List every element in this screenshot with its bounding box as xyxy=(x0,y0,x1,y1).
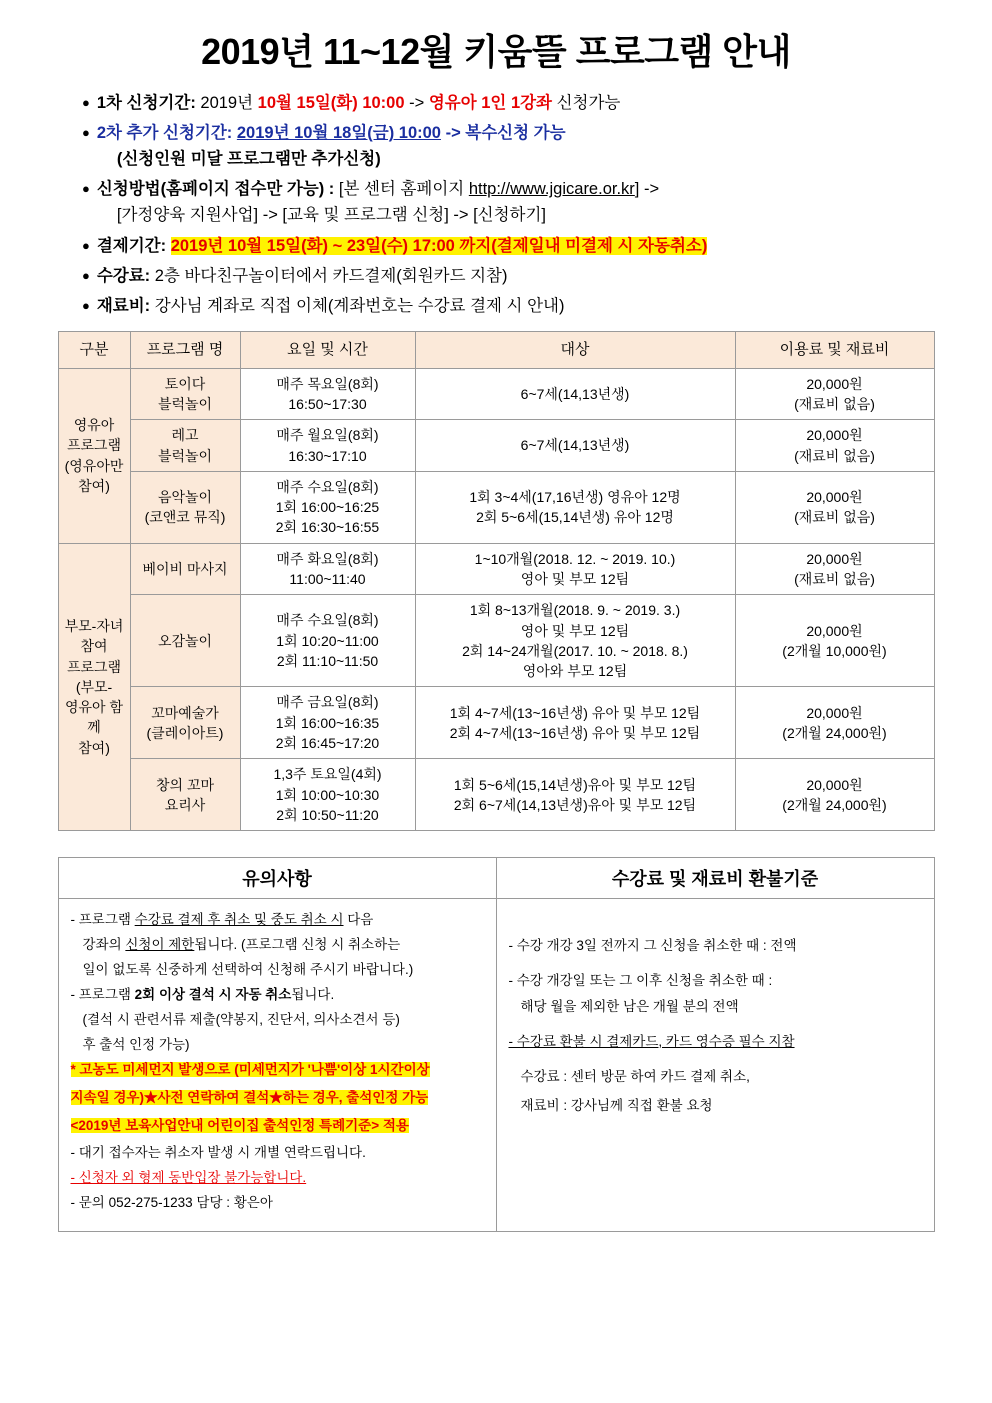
caution-text: - 프로그램 xyxy=(70,986,135,1002)
table-header-row xyxy=(58,331,934,368)
program-name-cell: 레고 블럭놀이 xyxy=(130,420,240,472)
caution-text: 다음 xyxy=(343,912,374,928)
program-table xyxy=(58,331,935,831)
notice-apply-period-2 xyxy=(82,123,952,170)
label-tuition: 수강료: xyxy=(96,266,155,285)
bullet-icon: ● xyxy=(82,181,90,197)
col-header-refund: 수강료 및 재료비 환불기준 xyxy=(496,858,934,899)
col-header-schedule: 요일 및 시간 xyxy=(240,331,415,368)
label-materials-fee: 재료비: xyxy=(96,296,155,315)
notes-body-row xyxy=(58,899,934,1232)
caution-text: 강좌의 xyxy=(82,937,126,953)
col-header-program-name: 프로그램 명 xyxy=(130,331,240,368)
label-payment-period: 결제기간: xyxy=(96,236,171,255)
bullet-icon: ● xyxy=(82,297,90,313)
program-name-cell: 오감놀이 xyxy=(130,595,240,687)
schedule-cell: 1,3주 토요일(4회) 1회 10:00~10:30 2회 10:50~11:20 xyxy=(240,759,415,831)
schedule-cell: 매주 월요일(8회) 16:30~17:10 xyxy=(240,420,415,472)
refund-cell xyxy=(496,899,934,1232)
target-cell: 1~10개월(2018. 12. ~ 2019. 10.) 영아 및 부모 12팀 xyxy=(415,543,735,595)
schedule-cell: 매주 수요일(8회) 1회 16:00~16:25 2회 16:30~16:55 xyxy=(240,471,415,543)
caution-line: (결석 시 관련서류 제출(약봉지, 진단서, 의사소견서 등) xyxy=(82,1011,400,1027)
cautions-cell xyxy=(58,899,496,1232)
caution-line-highlight xyxy=(71,1114,484,1139)
homepage-link[interactable]: http://www.jgicare.or.kr xyxy=(468,180,635,199)
table-row xyxy=(58,420,934,472)
label-apply-method: 신청방법(홈페이지 접수만 가능) : xyxy=(96,180,339,199)
spacer xyxy=(509,909,922,935)
table-row xyxy=(58,471,934,543)
text-materials-fee: 강사님 계좌로 직접 이체(계좌번호는 수강료 결제 시 안내) xyxy=(154,296,565,315)
table-row xyxy=(58,543,934,595)
target-cell: 1회 3~4세(17,16년생) 영유아 12명 2회 5~6세(15,14년생) 유아 12명 xyxy=(415,471,735,543)
notice-tuition xyxy=(82,266,952,287)
schedule-cell: 매주 수요일(8회) 1회 10:20~11:00 2회 11:10~11:50 xyxy=(240,595,415,687)
notice-text xyxy=(97,123,952,170)
caution-highlight-text: 지속일 경우)★사전 연락하여 결석★하는 경우, 출석인정 가능 xyxy=(70,1090,429,1106)
notice-text xyxy=(97,266,952,287)
refund-line: - 수강 개강 3일 전까지 그 신청을 취소한 때 : 전액 xyxy=(508,938,797,954)
notice-apply-period-1 xyxy=(82,93,952,114)
refund-subline: 해당 월을 제외한 남은 개월 분의 전액 xyxy=(520,998,739,1014)
caution-underline-red: - 신청자 외 형제 동반입장 불가능합니다. xyxy=(70,1170,307,1186)
notice-apply-period-2-sub: (신청인원 미달 프로그램만 추가신청) xyxy=(116,150,381,169)
caution-line xyxy=(71,1167,484,1189)
fee-cell: 20,000원 (2개월 24,000원) xyxy=(735,687,934,759)
caution-line-highlight xyxy=(71,1058,484,1083)
text-tail-1: 신청가능 xyxy=(552,94,621,112)
program-name-cell: 토이다 블럭놀이 xyxy=(130,368,240,420)
program-name-cell: 창의 꼬마 요리사 xyxy=(130,759,240,831)
category-cell: 부모-자녀 참여 프로그램 (부모- 영유아 함께 참여) xyxy=(58,543,130,831)
table-row xyxy=(58,368,934,420)
text-arrow-1: -> xyxy=(404,94,429,112)
target-cell: 1회 4~7세(13~16년생) 유아 및 부모 12팀 2회 4~7세(13~16년생) 유아 및 부모 12팀 xyxy=(415,687,735,759)
bullet-icon: ● xyxy=(82,267,90,283)
notice-apply-method-sub: [가정양육 지원사업] -> [교육 및 프로그램 신청] -> [신청하기] xyxy=(116,206,547,225)
notice-text xyxy=(97,179,952,226)
caution-highlight-text: * 고농도 미세먼지 발생으로 (미세먼지가 '나쁨'이상 1시간이상 xyxy=(70,1062,430,1078)
notes-header-row xyxy=(58,858,934,899)
refund-line xyxy=(509,1031,922,1053)
schedule-cell: 매주 목요일(8회) 16:50~17:30 xyxy=(240,368,415,420)
label-apply-period-2: 2차 추가 신청기간: xyxy=(96,124,237,143)
text-site-pre: [본 센터 홈페이지 xyxy=(338,180,469,199)
caution-line: - 대기 접수자는 취소자 발생 시 개별 연락드립니다. xyxy=(70,1145,366,1161)
refund-line: - 수강 개강일 또는 그 이후 신청을 취소한 때 : xyxy=(508,973,773,989)
notice-text xyxy=(97,236,952,257)
program-name-cell: 음악놀이 (코앤코 뮤직) xyxy=(130,471,240,543)
caution-underline: 신청이 제한 xyxy=(125,937,195,953)
target-cell: 1회 8~13개월(2018. 9. ~ 2019. 3.) 영아 및 부모 12팀 2회 14~24개월(2017. 10. ~ 2018. 8.) 영아와 부모 12팀 xyxy=(415,595,735,687)
text-year: 2019년 xyxy=(200,94,258,112)
text-arrow-2: -> xyxy=(440,124,466,143)
notice-text xyxy=(97,93,952,114)
caution-line: - 문의 052-275-1233 담당 : 황은아 xyxy=(70,1195,273,1211)
fee-cell: 20,000원 (재료비 없음) xyxy=(735,543,934,595)
fee-cell: 20,000원 (재료비 없음) xyxy=(735,368,934,420)
notice-materials-fee xyxy=(82,296,952,317)
bullet-icon: ● xyxy=(82,95,90,110)
page-title: 2019년 11~12월 키움뜰 프로그램 안내 xyxy=(201,31,791,72)
caution-line xyxy=(71,909,484,931)
refund-plainline: 수강료 : 센터 방문 하여 카드 결제 취소, xyxy=(520,1068,750,1084)
caution-text: - 프로그램 xyxy=(70,912,135,928)
notice-list xyxy=(82,93,952,317)
text-tuition: 2층 바다친구놀이터에서 카드결제(회원카드 지참) xyxy=(154,266,508,285)
refund-plainline: 재료비 : 강사님께 직접 환불 요청 xyxy=(520,1097,713,1113)
caution-line: 후 출석 인정 가능) xyxy=(82,1036,190,1052)
bullet-icon: ● xyxy=(82,237,90,253)
caution-bold: 2회 이상 결석 시 자동 취소 xyxy=(134,986,292,1002)
table-row xyxy=(58,759,934,831)
bullet-icon: ● xyxy=(82,125,90,141)
notice-payment-period xyxy=(82,236,952,257)
target-cell: 6~7세(14,13년생) xyxy=(415,420,735,472)
fee-cell: 20,000원 (2개월 10,000원) xyxy=(735,595,934,687)
caution-line-highlight xyxy=(71,1086,484,1111)
col-header-category: 구분 xyxy=(58,331,130,368)
category-cell: 영유아 프로그램 (영유아만 참여) xyxy=(58,368,130,543)
caution-highlight-text: <2019년 보육사업안내 어린이집 출석인정 특례기준> 적용 xyxy=(70,1118,409,1134)
fee-cell: 20,000원 (재료비 없음) xyxy=(735,471,934,543)
schedule-cell: 매주 금요일(8회) 1회 16:00~16:35 2회 16:45~17:20 xyxy=(240,687,415,759)
text-site-post: ] -> xyxy=(634,180,660,199)
program-name-cell: 베이비 마사지 xyxy=(130,543,240,595)
col-header-cautions: 유의사항 xyxy=(58,858,496,899)
caution-text: 됩니다. xyxy=(291,986,335,1002)
text-date-2: 2019년 10월 18일(금) 10:00 xyxy=(236,124,441,143)
text-payment-period: 2019년 10월 15일(화) ~ 23일(수) 17:00 까지(결제일내 미결제 시 자동취소) xyxy=(170,236,708,255)
program-name-cell: 꼬마예술가 (클레이아트) xyxy=(130,687,240,759)
notes-table xyxy=(58,857,935,1232)
table-row xyxy=(58,595,934,687)
caution-line: 일이 없도록 신중하게 선택하여 신청해 주시기 바랍니다.) xyxy=(82,961,414,977)
notice-text xyxy=(97,296,952,317)
col-header-fee: 이용료 및 재료비 xyxy=(735,331,934,368)
target-cell: 1회 5~6세(15,14년생)유아 및 부모 12팀 2회 6~7세(14,13년생)유아 및 부모 12팀 xyxy=(415,759,735,831)
fee-cell: 20,000원 (재료비 없음) xyxy=(735,420,934,472)
text-date-1: 10월 15일(화) 10:00 xyxy=(257,94,405,112)
target-cell: 6~7세(14,13년생) xyxy=(415,368,735,420)
notice-apply-method xyxy=(82,179,952,226)
col-header-target: 대상 xyxy=(415,331,735,368)
caution-line xyxy=(71,984,484,1006)
caution-text: 됩니다. (프로그램 신청 시 취소하는 xyxy=(194,937,401,953)
label-apply-period-1: 1차 신청기간: xyxy=(96,94,201,112)
caution-underline: 수강료 결제 후 취소 및 중도 취소 시 xyxy=(134,912,344,928)
text-multi-apply: 복수신청 가능 xyxy=(465,124,566,143)
caution-line xyxy=(83,934,484,956)
fee-cell: 20,000원 (2개월 24,000원) xyxy=(735,759,934,831)
text-limit-1: 영유아 1인 1강좌 xyxy=(428,94,552,112)
refund-underline: - 수강료 환불 시 결제카드, 카드 영수증 필수 지참 xyxy=(508,1033,795,1049)
schedule-cell: 매주 화요일(8회) 11:00~11:40 xyxy=(240,543,415,595)
table-row xyxy=(58,687,934,759)
